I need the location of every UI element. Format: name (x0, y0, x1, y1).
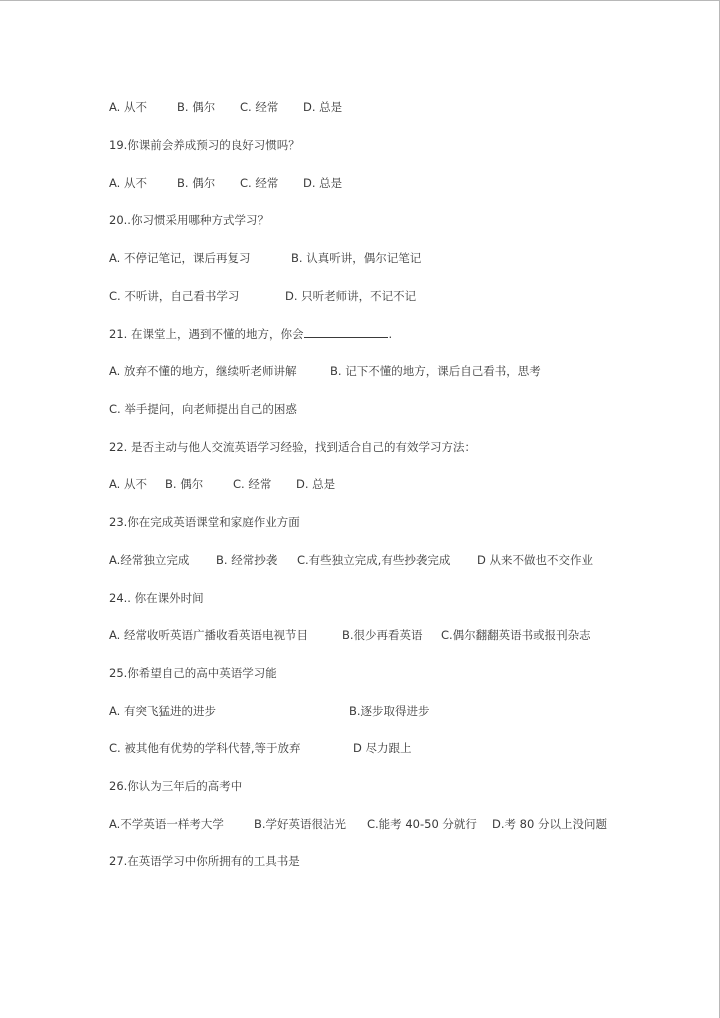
question-text (109, 515, 300, 529)
option-text (492, 817, 607, 831)
option-text (109, 817, 224, 831)
text: C. 经常 (240, 100, 279, 114)
text: 20..你习惯采用哪种方式学习？ (109, 213, 269, 227)
text: B.学好英语很沾光 (254, 817, 347, 831)
option-text (297, 553, 450, 567)
text: C. 被其他有优势的学科代替,等于放弃 (109, 741, 301, 755)
text: D 尽力跟上 (353, 741, 412, 755)
text: C.偶尔翻翻英语书或报刊杂志 (441, 628, 591, 642)
option-text (109, 553, 189, 567)
option-text (109, 289, 239, 303)
text: A. 不停记笔记，课后再复习 (109, 251, 251, 265)
option-text (109, 477, 147, 491)
text: B. 偶尔 (177, 100, 216, 114)
option-text (216, 553, 277, 567)
option-text (109, 251, 250, 265)
text: A. 从不 (109, 477, 147, 491)
question-text (109, 779, 242, 793)
text: D 从来不做也不交作业 (477, 553, 594, 567)
text: B. 记下不懂的地方，课后自己看书，思考 (330, 364, 541, 378)
text: D. 总是 (303, 100, 343, 114)
text: D. 只听老师讲，不记不记 (285, 289, 417, 303)
text: A. 经常收听英语广播收看英语电视节目 (109, 628, 308, 642)
text: 19.你课前会养成预习的良好习惯吗？ (109, 138, 300, 152)
question-text (109, 327, 392, 341)
text: A. 有突飞猛进的进步 (109, 704, 216, 718)
option-text (342, 628, 423, 642)
trailing-punctuation: . (388, 327, 393, 341)
text: B. 偶尔 (177, 176, 216, 190)
option-text (177, 100, 215, 114)
question-text (109, 854, 300, 868)
text: B. 偶尔 (165, 477, 204, 491)
option-text (303, 100, 342, 114)
option-text (477, 553, 593, 567)
option-text (254, 817, 346, 831)
question-text (109, 213, 269, 227)
option-text (367, 817, 477, 831)
text: 22. 是否主动与他人交流英语学习经验，找到适合自己的有效学习方法： (109, 440, 476, 454)
option-text (285, 289, 416, 303)
option-text (177, 176, 215, 190)
text: B. 认真听讲，偶尔记笔记 (291, 251, 422, 265)
option-text (349, 704, 430, 718)
question-text (109, 666, 277, 680)
option-text (109, 364, 296, 378)
text: A.不学英语一样考大学 (109, 817, 224, 831)
option-text (165, 477, 203, 491)
text: 21. 在课堂上，遇到不懂的地方，你会 (109, 327, 304, 341)
question-text (109, 440, 476, 454)
text: 26.你认为三年后的高考中 (109, 779, 243, 793)
option-text (441, 628, 591, 642)
text: A. 从不 (109, 176, 147, 190)
text: C.有些独立完成,有些抄袭完成 (297, 553, 451, 567)
option-text (109, 100, 147, 114)
option-text (296, 477, 335, 491)
text: D.考 80 分以上没问题 (492, 817, 607, 831)
text: C. 举手提问，向老师提出自己的困惑 (109, 402, 297, 416)
option-text (233, 477, 271, 491)
text: C. 不听讲，自己看书学习 (109, 289, 240, 303)
option-text (109, 741, 301, 755)
option-text (109, 176, 147, 190)
option-text (353, 741, 412, 755)
text: B. 经常抄袭 (216, 553, 278, 567)
text: D. 总是 (296, 477, 336, 491)
text: C. 经常 (233, 477, 272, 491)
text: A. 放弃不懂的地方，继续听老师讲解 (109, 364, 297, 378)
question-text (109, 591, 204, 605)
text: D. 总是 (303, 176, 343, 190)
question-text (109, 402, 297, 416)
option-text (109, 628, 308, 642)
text: 24.. 你在课外时间 (109, 591, 204, 605)
option-text (109, 704, 216, 718)
text: B.逐步取得进步 (349, 704, 430, 718)
text: 27.在英语学习中你所拥有的工具书是 (109, 854, 300, 868)
option-text (291, 251, 421, 265)
text: 23.你在完成英语课堂和家庭作业方面 (109, 515, 300, 529)
option-text (240, 100, 278, 114)
question-text (109, 138, 300, 152)
text: 25.你希望自己的高中英语学习能 (109, 666, 277, 680)
option-text (303, 176, 342, 190)
text: C.能考 40-50 分就行 (367, 817, 477, 831)
text: B.很少再看英语 (342, 628, 423, 642)
option-text (330, 364, 541, 378)
text: C. 经常 (240, 176, 279, 190)
option-text (240, 176, 278, 190)
text: A.经常独立完成 (109, 553, 190, 567)
text: A. 从不 (109, 100, 147, 114)
answer-blank (304, 327, 388, 338)
